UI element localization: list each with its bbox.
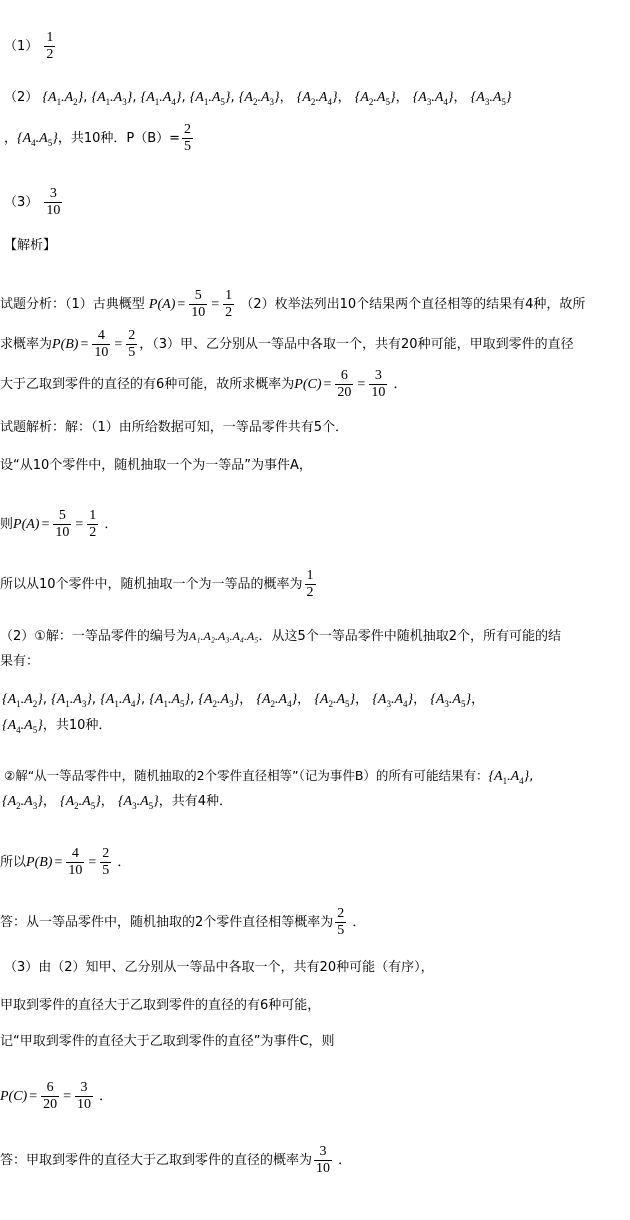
fraction-denominator: 10	[68, 863, 83, 878]
equals-sign: =	[75, 517, 84, 532]
analysis-text: 大于乙取到零件的直径的有6种可能，故所求概率为	[0, 377, 295, 392]
set-a4-a5: $\{A_4.A_5\}$	[17, 131, 58, 148]
answer-2-line-2: ，$\{A_4.A_5\}$，共10种．P（B）= $\frac{2}{5}$	[4, 122, 192, 154]
solution-pa	[0, 508, 117, 541]
solution-text: ．	[117, 855, 131, 870]
analysis-line-2	[0, 328, 574, 361]
equals-sign: =	[80, 337, 89, 352]
fraction-5-10	[53, 508, 71, 541]
fraction-numerator: 1	[89, 508, 97, 523]
solution-event-a: 设“从10个零件中，随机抽取一个为一等品”为事件A，	[0, 458, 312, 473]
fraction-3-10	[314, 1144, 332, 1177]
answer-2-fraction	[182, 122, 193, 155]
math-pc: P(C)	[0, 1089, 28, 1104]
fraction-numerator: 2	[102, 846, 110, 861]
set-a2-a4: $\{A_2.A_4\}$	[256, 692, 298, 709]
solution-event-b-line-2: $\{A_2.A_3\}$， $\{A_2.A_5\}$， $\{A_3.A_5\}$，共有4种．	[2, 794, 233, 811]
fraction-4-10	[92, 328, 110, 361]
fraction-1-2	[223, 288, 234, 321]
fraction-3-10	[75, 1080, 93, 1113]
solution-pb	[0, 846, 130, 879]
equals-sign: =	[41, 517, 50, 532]
solution-text: 答：甲取到零件的直径大于乙取到零件的直径的概率为	[0, 1153, 313, 1168]
fraction-numerator: 6	[41, 1080, 59, 1097]
set-a1-a3: $\{A_1.A_3\}$	[51, 692, 92, 709]
fraction-2-5	[335, 906, 346, 939]
fraction-denominator: 10	[46, 203, 61, 218]
fraction-numerator: 5	[53, 508, 71, 525]
equals-sign: =	[29, 1089, 38, 1104]
fraction-numerator: 2	[128, 328, 136, 343]
fraction-2-5	[126, 328, 137, 361]
solution-text: ，共10种．	[42, 718, 112, 733]
analysis-line-3	[0, 368, 406, 401]
solution-event-c: 记“甲取到零件的直径大于乙取到零件的直径”为事件C，则	[0, 1034, 335, 1049]
fraction-numerator: 3	[75, 1080, 93, 1097]
solution-text: 则	[0, 517, 14, 532]
set-a1-a3: $\{A_1.A_3\}$	[91, 90, 133, 107]
fraction-denominator: 10	[316, 1161, 331, 1176]
set-a3-a5: $\{A_3.A_5\}$	[430, 692, 472, 709]
fraction-numerator: 5	[189, 288, 207, 305]
fraction-denominator: 10	[371, 385, 386, 400]
fraction-denominator: 5	[128, 345, 136, 360]
set-a3-a5: $\{A_3.A_5\}$	[470, 90, 512, 107]
equals-sign: =	[177, 297, 186, 312]
fraction-numerator: 1	[306, 568, 314, 583]
answer-2-text: ，共10种．P（B）=	[57, 131, 181, 146]
fraction-numerator: 4	[66, 846, 84, 863]
analysis-line-1	[0, 288, 585, 321]
fraction-denominator: 2	[46, 47, 54, 62]
section-heading: 【解析】	[4, 238, 57, 253]
answer-2-line-1: （2） $\{A_1.A_2\}$, $\{A_1.A_3\}$, $\{A_1.A_4\}$, $\{A_1.A_5\}$, $\{A_2.A_3\}$， $\{A_2.A_4\}$， $\{A_2.A_5\}$， $\{A_3.A_4\}$， $\{A_3.A_5\}$	[4, 90, 512, 107]
answer-2-label: （2）	[4, 90, 39, 105]
equals-sign: =	[88, 855, 97, 870]
set-a2-a3: $\{A_2.A_3\}$	[238, 90, 280, 107]
equals-sign: =	[357, 377, 366, 392]
set-a1-a5: $\{A_1.A_5\}$	[149, 692, 191, 709]
fraction-denominator: 2	[225, 305, 233, 320]
equals-sign: =	[63, 1089, 72, 1104]
set-a2-a5: $\{A_2.A_5\}$	[314, 692, 356, 709]
solution-text: ．	[99, 1089, 113, 1104]
solution-event-b-line-1: ②解“从一等品零件中，随机抽取的2个零件直径相等”（记为事件B）的所有可能结果有：$\{A_1.A_4\}$,	[4, 768, 534, 786]
set-a2-a5: $\{A_2.A_5\}$	[354, 90, 396, 107]
fraction-denominator: 10	[191, 305, 206, 320]
solution-text: ②解“从一等品零件中，随机抽取的2个零件直径相等”（记为事件B）的所有可能结果有：	[4, 768, 489, 783]
fraction-denominator: 20	[337, 385, 352, 400]
answer-3-fraction	[44, 186, 62, 219]
answer-3-label: （3）	[4, 195, 39, 210]
set-a2-a4: $\{A_2.A_4\}$	[296, 90, 338, 107]
analysis-text: 试题分析：（1）古典概型	[0, 297, 145, 312]
fraction-numerator: 1	[225, 288, 233, 303]
fraction-numerator: 1	[46, 30, 54, 45]
fraction-3-10	[369, 368, 387, 401]
solution-text: 所以	[0, 855, 27, 870]
solution-text: 答：从一等品零件中，随机抽取的2个零件直径相等概率为	[0, 915, 334, 930]
fraction-numerator: 3	[44, 186, 62, 203]
solution-text: ．	[352, 915, 366, 930]
math-labels: A₁.A₂.A₃.A₄.A₅	[188, 629, 259, 643]
math-pb: P(B)	[26, 855, 53, 870]
analysis-text: ．	[393, 377, 407, 392]
set-a3-a4: $\{A_3.A_4\}$	[372, 692, 414, 709]
answer-3	[4, 186, 64, 219]
equals-sign: =	[54, 855, 63, 870]
solution-text: ．	[338, 1153, 352, 1168]
math-pc: P(C)	[294, 377, 322, 392]
fraction-denominator: 2	[306, 585, 314, 600]
fraction-numerator: 6	[335, 368, 353, 385]
answer-1-label: （1）	[4, 39, 39, 54]
solution-text: ．从这5个一等品零件中随机抽取2个，所有可能的结	[258, 629, 561, 644]
set-a1-a4: $\{A_1.A_4\}$	[100, 692, 142, 709]
solution-sets-line-1: $\{A_1.A_2\}$, $\{A_1.A_3\}$, $\{A_1.A_4\}$, $\{A_1.A_5\}$, $\{A_2.A_3\}$， $\{A_2.A_4\}$， $\{A_2.A_5\}$， $\{A_3.A_4\}$， $\{A_3.A_5\}$，	[2, 692, 485, 709]
solution-text: ，共有4种．	[158, 794, 233, 809]
set-a2-a5: $\{A_2.A_5\}$	[59, 794, 101, 811]
fraction-numerator: 2	[184, 122, 192, 137]
answer-1-fraction	[44, 30, 55, 63]
solution-part2-line-2: 果有：	[0, 654, 40, 669]
solution-answer-c	[0, 1144, 351, 1177]
set-a3-a5: $\{A_3.A_5\}$	[117, 794, 159, 811]
analysis-text: ，（3）甲、乙分别从一等品中各取一个，共有20种可能，甲取到零件的直径	[139, 337, 574, 352]
math-pb: P(B)	[52, 337, 79, 352]
fraction-2-5	[100, 846, 111, 879]
fraction-numerator: 4	[92, 328, 110, 345]
fraction-denominator: 5	[184, 139, 192, 154]
fraction-5-10	[189, 288, 207, 321]
fraction-denominator: 10	[94, 345, 109, 360]
fraction-6-20	[335, 368, 353, 401]
fraction-numerator: 3	[314, 1144, 332, 1161]
solution-answer-b	[0, 906, 365, 939]
fraction-denominator: 10	[77, 1097, 92, 1112]
set-a2-a3: $\{A_2.A_3\}$	[198, 692, 240, 709]
solution-pc	[0, 1080, 112, 1113]
math-pa: P(A)	[13, 517, 40, 532]
answer-1	[4, 30, 57, 63]
solution-part3-line-2: 甲取到零件的直径大于乙取到零件的直径的有6种可能，	[0, 998, 321, 1013]
solution-sets-line-2	[2, 716, 111, 740]
solution-text: 所以从10个零件中，随机抽取一个为一等品的概率为	[0, 577, 303, 592]
solution-so-prob-a	[0, 568, 318, 601]
fraction-denominator: 5	[102, 863, 110, 878]
equals-sign: =	[114, 337, 123, 352]
math-pa: P(A)	[148, 297, 176, 312]
solution-text: ．	[104, 517, 118, 532]
solution-part2-line-1	[0, 626, 561, 647]
set-a1-a4: $\{A_1.A_4\}$	[140, 90, 182, 107]
fraction-denominator: 20	[43, 1097, 58, 1112]
set-a1-a2: $\{A_1.A_2\}$	[42, 90, 84, 107]
solution-part3-line-1: （3）由（2）知甲、乙分别从一等品中各取一个，共有20种可能（有序），	[4, 960, 434, 975]
fraction-denominator: 2	[89, 525, 97, 540]
set-a2-a3: $\{A_2.A_3\}$	[2, 794, 43, 811]
fraction-4-10	[66, 846, 84, 879]
solution-text: （2）①解：一等品零件的编号为	[0, 629, 189, 644]
analysis-text: （2）枚举法列出10个结果两个直径相等的结果有4种，故所	[240, 297, 586, 312]
set-a1-a5: $\{A_1.A_5\}$	[189, 90, 231, 107]
fraction-denominator: 10	[55, 525, 70, 540]
equals-sign: =	[323, 377, 332, 392]
set-a1-a2: $\{A_1.A_2\}$	[2, 692, 43, 709]
equals-sign: =	[211, 297, 220, 312]
fraction-numerator: 3	[369, 368, 387, 385]
set-a4-a5: $\{A_4.A_5\}$	[2, 718, 43, 735]
fraction-1-2	[305, 568, 316, 601]
fraction-numerator: 2	[337, 906, 345, 921]
fraction-1-2	[87, 508, 98, 541]
set-a3-a4: $\{A_3.A_4\}$	[412, 90, 454, 107]
fraction-denominator: 5	[337, 923, 345, 938]
fraction-6-20	[41, 1080, 59, 1113]
solution-intro: 试题解析：解：（1）由所给数据可知，一等品零件共有5个．	[0, 420, 349, 435]
analysis-text: 求概率为	[0, 337, 53, 352]
set-a1-a4: $\{A_1.A_4\}$	[488, 769, 530, 786]
